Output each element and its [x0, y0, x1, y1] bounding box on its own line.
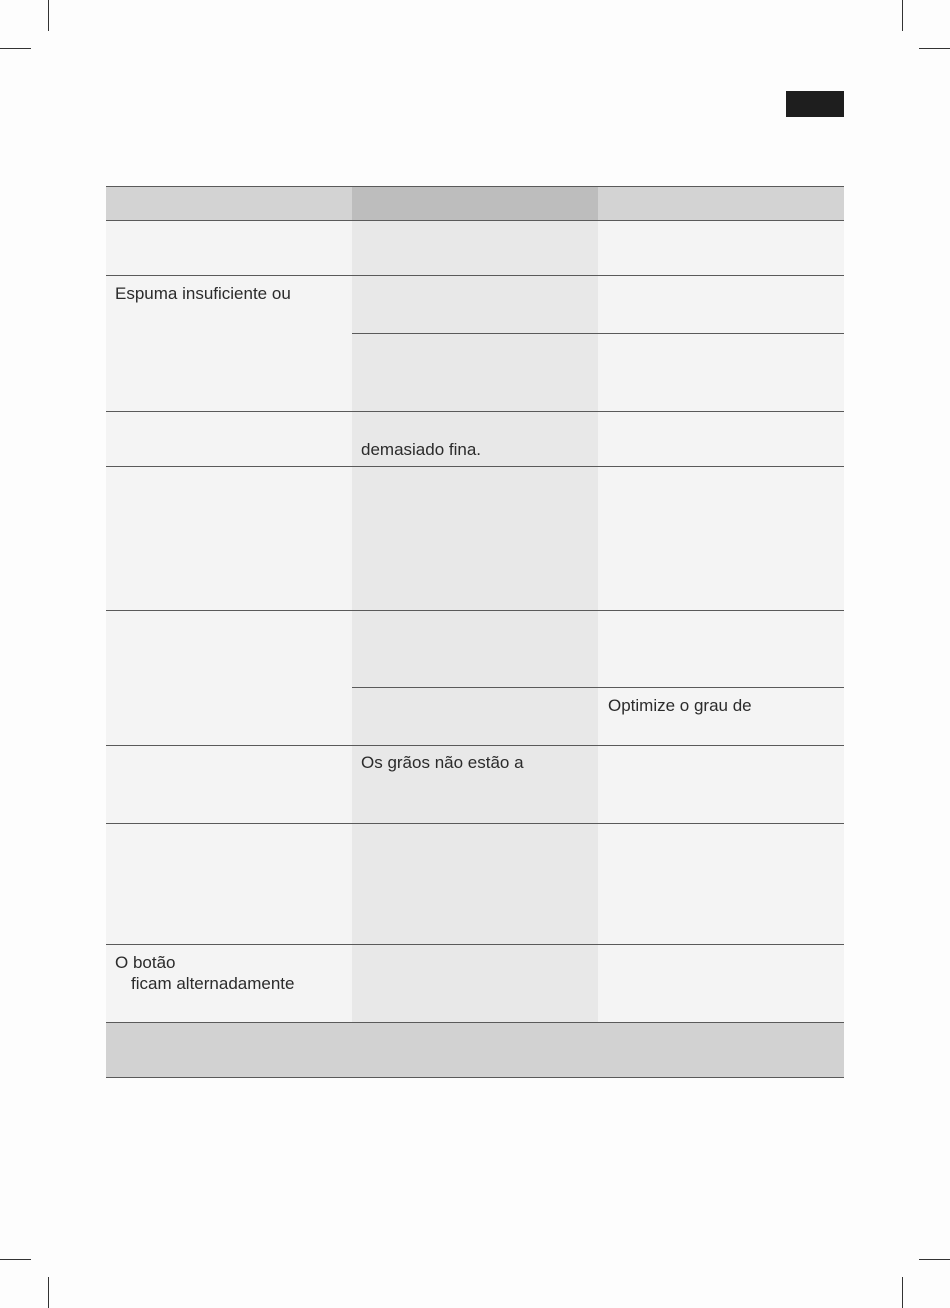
rule: [106, 220, 844, 221]
cell-text: demasiado fina.: [361, 440, 482, 459]
table-row: [106, 221, 844, 275]
rule: [106, 1022, 844, 1023]
table-cell: [106, 412, 352, 466]
table-cell: [352, 824, 598, 944]
rule: [352, 333, 844, 334]
rule: [106, 944, 844, 945]
cell-text: ficam alternadamente: [131, 974, 295, 993]
table-footer-row: [106, 1023, 844, 1077]
table-cell: [352, 221, 598, 275]
cell-text: O botão: [115, 953, 176, 972]
header-cell-problem: [106, 186, 352, 220]
crop-mark-bottom-left-h: [0, 1259, 31, 1260]
table-header-row: [106, 186, 844, 220]
table-cell: [106, 276, 352, 411]
cell-text: Os grãos não estão a: [361, 753, 524, 772]
table-cell: [598, 221, 844, 275]
table-cell: [106, 746, 352, 823]
table-cell: [598, 276, 844, 411]
table-cell: [352, 412, 598, 466]
crop-mark-bottom-right-h: [919, 1259, 950, 1260]
table-row: [106, 945, 844, 1022]
rule: [106, 823, 844, 824]
rule: [106, 466, 844, 467]
crop-mark-bottom-right-v: [902, 1277, 903, 1308]
table-cell: [598, 945, 844, 1022]
crop-mark-top-right-h: [919, 48, 950, 49]
cell-text: Optimize o grau de: [608, 696, 752, 715]
table-cell: [352, 467, 598, 610]
crop-mark-bottom-left-v: [48, 1277, 49, 1308]
rule: [106, 610, 844, 611]
table-cell: [352, 945, 598, 1022]
header-cell-cause: [352, 186, 598, 220]
rule: [106, 1077, 844, 1078]
cell-text: Espuma insuficiente ou: [115, 284, 291, 303]
language-tab-marker: [786, 91, 844, 117]
table-row: [106, 611, 844, 745]
table-cell: [106, 467, 352, 610]
header-cell-solution: [598, 186, 844, 220]
table-cell: [352, 276, 598, 411]
table-row: [106, 467, 844, 610]
table-cell: [106, 945, 352, 1022]
rule: [106, 186, 844, 187]
table-cell: [352, 746, 598, 823]
crop-mark-top-left-h: [0, 48, 31, 49]
table-cell: [598, 467, 844, 610]
table-row: [106, 824, 844, 944]
table-cell: [598, 824, 844, 944]
table-row: [106, 276, 844, 411]
table-row: [106, 412, 844, 466]
rule: [106, 745, 844, 746]
table-cell: [352, 611, 598, 745]
table-cell: [106, 611, 352, 745]
crop-mark-top-left-v: [48, 0, 49, 31]
crop-mark-top-right-v: [902, 0, 903, 31]
table-cell: [106, 824, 352, 944]
table-cell: [598, 412, 844, 466]
table-cell: [598, 746, 844, 823]
rule: [106, 275, 844, 276]
table-cell: [598, 611, 844, 745]
table-row: [106, 746, 844, 823]
rule: [106, 411, 844, 412]
rule: [352, 687, 844, 688]
table-cell: [106, 221, 352, 275]
